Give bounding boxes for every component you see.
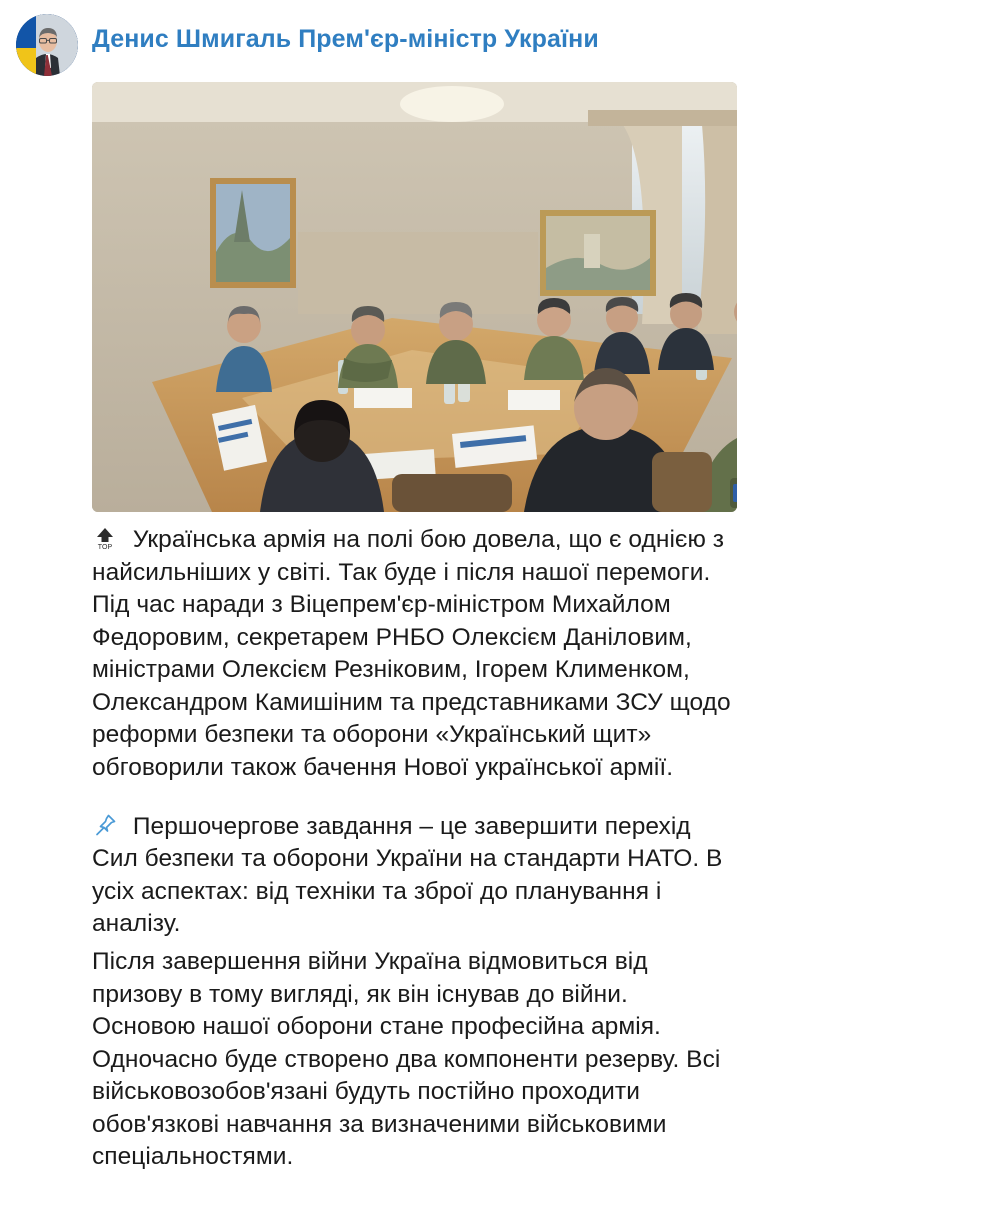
paragraph-spacer <box>92 785 737 811</box>
svg-text:TOP: TOP <box>97 544 113 551</box>
paragraph-2-wrapper <box>92 811 737 941</box>
pushpin-icon <box>92 812 118 838</box>
meeting-photo-conference-room <box>92 82 737 512</box>
paragraph-1-wrapper <box>92 524 737 785</box>
paragraph-2: Першочергове завдання – це завершити перехід Сил безпеки та оборони України на стандарти НАТО. В усіх аспектах: від техніки та зброї до планування і аналізу. <box>92 812 723 938</box>
paragraph-3-wrapper <box>92 946 737 1174</box>
avatar-image <box>16 14 78 76</box>
post-text <box>92 524 737 1174</box>
post-photo[interactable] <box>92 82 737 512</box>
top-arrow-icon <box>92 525 118 551</box>
channel-title[interactable]: Денис Шмигаль Прем'єр-міністр України <box>92 25 599 53</box>
paragraph-3: Після завершення війни Україна відмовиться від призову в тому вигляді, як він існував до війни. Основою нашої оборони стане професійна армія. Одночасно буде створено два компоненти резерву. Всі військовозобов'язані будуть постійно проходити обов'язкові навчання за визначеними військовими спеціальностями. <box>92 947 721 1171</box>
post-content <box>92 82 737 1174</box>
post-header <box>16 14 966 76</box>
paragraph-1: Українська армія на полі бою довела, що є однією з найсильніших у світі. Так буде і після нашої перемоги. Під час наради з Віцепрем'єр-міністром Михайлом Федоровим, секретарем РНБО Олексієм Даніловим, міністрами Олексієм Резніковим, Ігорем Клименком, Олександром Камишіним та представниками ЗСУ щодо реформи безпеки та оборони «Український щит» обговорили також бачення Нової української армії. <box>92 526 731 782</box>
avatar-denys-shmyhal[interactable] <box>16 14 78 76</box>
